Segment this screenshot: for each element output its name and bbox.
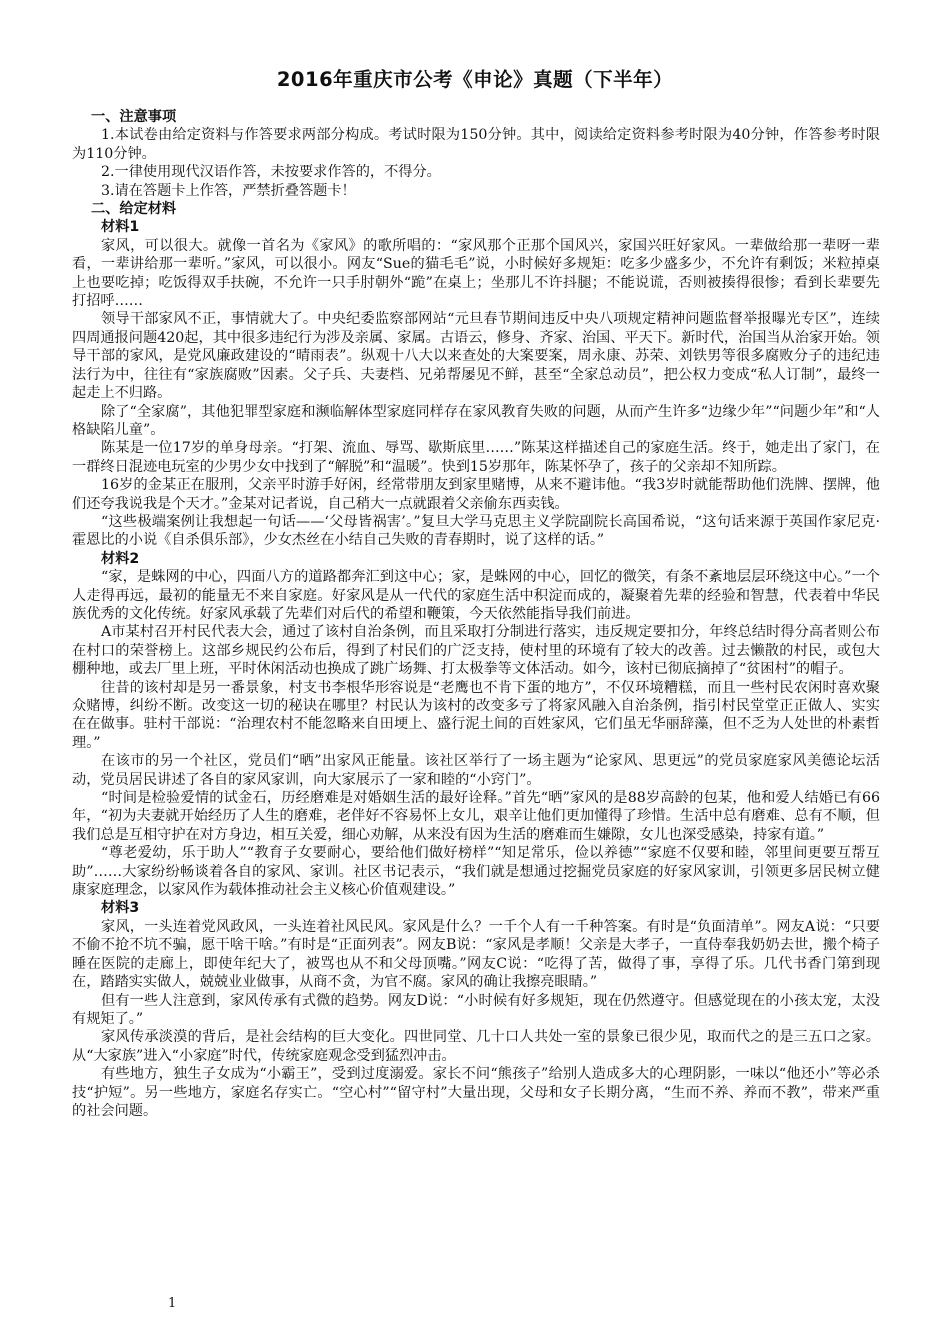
material-3-paragraph: 但有一些人注意到，家风传承有式微的趋势。网友D说：“小时候有好多规矩，现在仍然遵守。但感觉现在的小孩太宠，太没有规矩了。”	[72, 992, 880, 1027]
material-2-paragraph: “家，是蛛网的中心，四面八方的道路都奔汇到这中心；家，是蛛网的中心，回忆的微笑，有条不紊地层层环绕这中心。”一个人走得再远，最初的能量无不来自家庭。好家风是从一代代的家庭生活中积淀而成的，凝聚着先辈的经验和智慧，代表着中华民族优秀的文化传统。好家风承载了先辈们对后代的希望和鞭策，今天依然能指导我们前进。	[72, 569, 880, 622]
material-3-label: 材料3	[101, 900, 140, 917]
document-body	[72, 108, 880, 1120]
note-item-3: 3.请在答题卡上作答，严禁折叠答题卡！	[101, 182, 356, 199]
section-heading-notes: 一、注意事项	[91, 109, 177, 125]
material-2-paragraph: 往昔的该村却是另一番景象，村支书李根华形容说是“老鹰也不肯下蛋的地方”，不仅环境糟糕，而且一些村民农闲时喜欢聚众赌博，纠纷不断。改变这一切的秘诀在哪里？村民认为该村的改变多亏了将家风融入自治条例，指引村民堂堂正正做人、实实在在做事。驻村干部说：“治理农村不能忽略来自田埂上、盛行泥土间的百姓家风，它们虽无华丽辞藻，但不乏为人处世的朴素哲理。”	[72, 679, 880, 751]
material-1-paragraph: 家风，可以很大。就像一首名为《家风》的歌所唱的：“家风那个正那个国风兴，家国兴旺好家风。一辈做给那一辈呀一辈看，一辈讲给那一辈听。”家风，可以很小。网友“Sue的猫毛毛”说，小时候好多规矩：吃多少盛多少，不允许有剩饭；米粒掉桌上也要吃掉；吃饭得双手扶碗，不允许一只手肘朝外“跪”在桌上；坐那儿不许抖腿；不能说谎，否则被揍得很惨；看到长辈要先打招呼……	[72, 237, 880, 310]
material-1-label: 材料1	[101, 219, 140, 236]
material-3-paragraph: 家风传承淡漠的背后，是社会结构的巨大变化。四世同堂、几十口人共处一室的景象已很少见，取而代之的是三五口之家。从“大家族”进入“小家庭”时代，传统家庭观念受到猛烈冲击。	[72, 1029, 880, 1064]
material-1-paragraph: 16岁的金某正在服刑，父亲平时游手好闲，经常带朋友到家里赌博，从来不避讳他。“我3岁时就能帮助他们洗牌、摆牌，他们还夸我说我是个天才。”金某对记者说，自己稍大一点就跟着父亲偷东西卖钱。	[72, 477, 880, 512]
material-1-paragraph: “这些极端案例让我想起一句话——‘父母皆祸害’。”复旦大学马克思主义学院副院长高国希说，“这句话来源于英国作家尼克·霍恩比的小说《自杀俱乐部》，少女杰丝在小结自己失败的青春期时，说了这样的话。”	[72, 513, 880, 549]
material-1-paragraph: 陈某是一位17岁的单身母亲。“打架、流血、辱骂、歇斯底里……”陈某这样描述自己的家庭生活。终于，她走出了家门，在一群终日混迹电玩室的少男少女中找到了“解脱”和“温暖”。快到15岁那年，陈某怀孕了，孩子的父亲却不知所踪。	[72, 440, 880, 475]
material-3-paragraph: 有些地方，独生子女成为“小霸王”，受到过度溺爱。家长不问“熊孩子”给别人造成多大的心理阴影，一味以“他还小”等必杀技“护短”。另一些地方，家庭名存实亡。“空心村”“留守村”大量出现，父母和女子长期分离，“生而不养、养而不教”，带来严重的社会问题。	[72, 1066, 880, 1119]
document-title: 2016年重庆市公考《申论》真题（下半年）	[276, 68, 674, 91]
material-1-paragraph: 领导干部家风不正，事情就大了。中央纪委监察部网站“元旦春节期间违反中央八项规定精神问题监督举报曝光专区”，连续四周通报问题420起，其中很多违纪行为涉及亲属、家属。古语云，修身、齐家、治国、平天下。新时代，治国当从治家开始。领导干部的家风，是党风廉政建设的“晴雨表”。纵观十八大以来查处的大案要案，周永康、苏荣、刘铁男等很多腐败分子的违纪违法行为中，往往有“家族腐败”因素。父子兵、夫妻档、兄弟帮屡见不鲜，甚至“全家总动员”，把公权力变成“私人订制”，最终一起走上不归路。	[72, 311, 880, 402]
page-number: 1	[168, 1296, 177, 1311]
material-3-paragraph: 家风，一头连着党风政风，一头连着社风民风。家风是什么？一千个人有一千种答案。有时是“负面清单”。网友A说：“只要不偷不抢不坑不骗，愿干啥干啥。”有时是“正面列表”。网友B说：“家风是孝顺！父亲是大孝子，一直侍奉我奶奶去世，搬个椅子睡在医院的走廊上，即使年纪大了，被骂也从不和父母顶嘴。”网友C说：“吃得了苦，做得了事，享得了乐。几代书香门第到现在，踏踏实实做人，兢兢业业做事，从商不贪，为官不腐。家风的确让我擦亮眼睛。”	[72, 918, 881, 991]
material-2-paragraph: 在该市的另一个社区，党员们“晒”出家风正能量。该社区举行了一场主题为“论家风、思更远”的党员家庭家风美德论坛活动，党员居民讲述了各自的家风家训，向大家展示了一家和睦的“小窍门”。	[72, 753, 880, 788]
material-2-paragraph: “尊老爱幼，乐于助人”“教育子女要耐心，要给他们做好榜样”“知足常乐，俭以养德”“家庭不仅要和睦，邻里间更要互帮互助”……大家纷纷畅谈着各自的家风、家训。社区书记表示，“我们就是想通过挖掘党员家庭的好家风家训，引领更多居民树立健康家庭理念，以家风作为载体推动社会主义核心价值观建设。”	[72, 845, 880, 899]
note-item-1: 1.本试卷由给定资料与作答要求两部分构成。考试时限为150分钟。其中，阅读给定资料参考时限为40分钟，作答参考时限为110分钟。	[72, 127, 880, 162]
material-1-paragraph: 除了“全家腐”，其他犯罪型家庭和濒临解体型家庭同样存在家风教育失败的问题，从而产生许多“边缘少年”“问题少年”和“人格缺陷儿童”。	[72, 403, 880, 438]
material-2-paragraph: A市某村召开村民代表大会，通过了该村自治条例，而且采取打分制进行落实，违反规定要扣分，年终总结时得分高者则公布在村口的荣誉榜上。这部乡规民约公布后，得到了村民们的广泛支持，使村里的环境有了较大的改善。过去懒散的村民，或包大棚种地，或去厂里上班，平时休闲活动也换成了跳广场舞、打太极拳等文体活动。如今，该村已彻底摘掉了“贫困村”的帽子。	[72, 624, 880, 678]
section-heading-materials: 二、给定材料	[91, 201, 177, 218]
material-2-paragraph: “时间是检验爱情的试金石，历经磨难是对婚姻生活的最好诠释。”首先“晒”家风的是88岁高龄的包某，他和爱人结婚已有66年，“初为夫妻就开始经历了人生的磨难，老伴好不容易怀上女儿，艰辛让他们更加懂得了珍惜。生活中总有磨难、总有不顺，但我们总是互相守护在对方身边，相互关爱，细心劝解，从来没有因为生活的磨难而生嫌隙，女儿也深受感染，持家有道。”	[72, 790, 880, 843]
note-item-2: 2.一律使用现代汉语作答，未按要求作答的，不得分。	[101, 164, 441, 181]
material-2-label: 材料2	[101, 550, 140, 567]
